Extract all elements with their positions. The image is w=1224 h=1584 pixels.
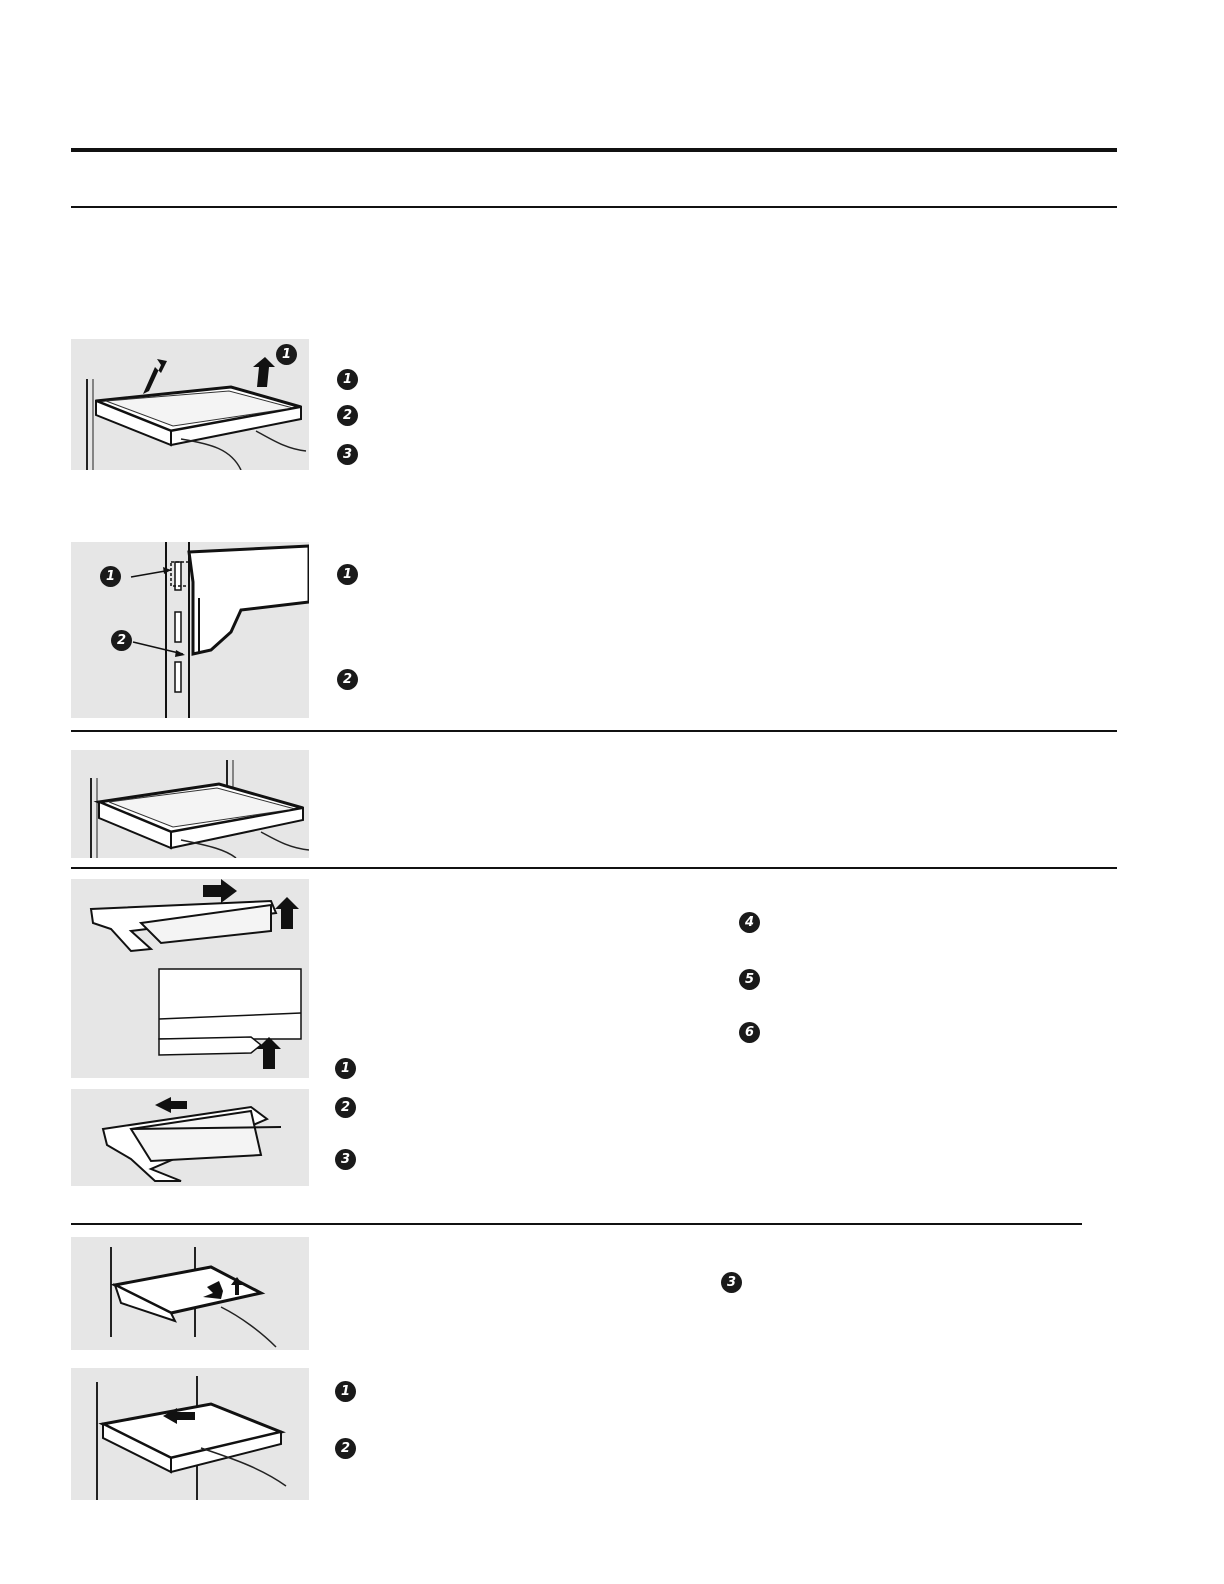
figure-shelf-bracket [71, 542, 309, 718]
step-badge: 5 [739, 969, 760, 990]
step-badge: 1 [337, 369, 358, 390]
step-badge: 1 [337, 564, 358, 585]
step-badge: 1 [276, 344, 297, 365]
shelf-slide-out-illustration [71, 750, 309, 858]
figure-shelf-disassemble [71, 879, 309, 1078]
half-shelf-illustration [71, 1237, 309, 1350]
step-badge: 1 [100, 566, 121, 587]
step-badge: 4 [739, 912, 760, 933]
step-badge: 2 [335, 1438, 356, 1459]
half-shelf-push-illustration [71, 1368, 309, 1500]
figure-shelf-slide [71, 750, 309, 858]
step-badge: 1 [335, 1058, 356, 1079]
section-divider [71, 1223, 1082, 1225]
shelf-reassemble-illustration [71, 1089, 309, 1186]
section-divider [71, 730, 1117, 732]
step-badge: 3 [721, 1272, 742, 1293]
figure-shelf-lift [71, 339, 309, 470]
step-badge: 3 [337, 444, 358, 465]
shelf-lift-illustration [71, 339, 309, 470]
section-divider [71, 867, 1117, 869]
step-badge: 1 [335, 1381, 356, 1402]
step-badge: 6 [739, 1022, 760, 1043]
step-badge: 2 [111, 630, 132, 651]
step-badge: 2 [337, 669, 358, 690]
step-badge: 3 [335, 1149, 356, 1170]
figure-shelf-reassemble [71, 1089, 309, 1186]
figure-half-shelf [71, 1237, 309, 1350]
header-thick-rule [71, 148, 1117, 152]
figure-half-shelf-push [71, 1368, 309, 1500]
header-thin-rule [71, 206, 1117, 208]
step-badge: 2 [335, 1097, 356, 1118]
step-badge: 2 [337, 405, 358, 426]
shelf-disassemble-illustration [71, 879, 309, 1078]
